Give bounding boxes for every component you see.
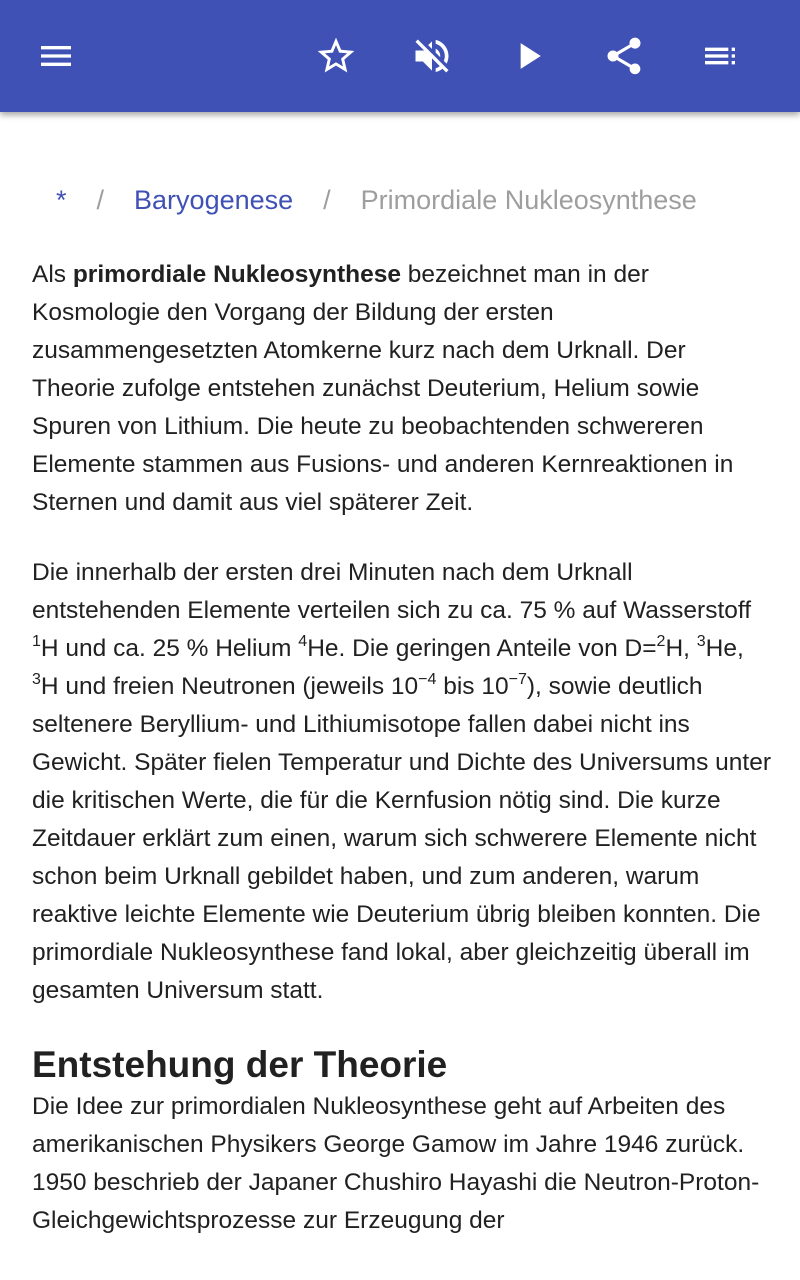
composition-text: He. Die geringen Anteile von D= bbox=[307, 635, 657, 662]
volume-off-icon bbox=[410, 34, 454, 78]
composition-text: bis 10 bbox=[436, 673, 509, 700]
breadcrumb-separator: / bbox=[323, 184, 331, 215]
intro-text: bezeichnet man in der Kosmologie den Vorgang der Bildung der ersten zusammengesetzten Atomkerne kurz nach dem Urknall. Der Theorie zufolge entstehen zunächst Deuterium, Helium sowie Spuren von Lithium. Die heute zu beobachtenden schwereren Elemente stammen aus Fusions- und anderen Kernreaktionen in Sternen und damit aus viel späterer Zeit. bbox=[32, 261, 734, 516]
share-icon bbox=[602, 34, 646, 78]
composition-paragraph bbox=[32, 554, 772, 1010]
intro-paragraph bbox=[32, 256, 772, 522]
breadcrumb-root-link[interactable]: * bbox=[56, 184, 67, 215]
composition-text: H, bbox=[665, 635, 697, 662]
composition-text: H und freien Neutronen (jeweils 10 bbox=[40, 673, 419, 700]
app-toolbar bbox=[0, 0, 800, 112]
composition-text: He, bbox=[705, 635, 744, 662]
composition-text: H und ca. 25 % Helium bbox=[40, 635, 299, 662]
superscript: 3 bbox=[696, 633, 706, 650]
section-heading: Entstehung der Theorie bbox=[32, 1044, 448, 1085]
star-outline-icon bbox=[314, 34, 358, 78]
menu-icon bbox=[36, 36, 76, 76]
bookmark-button[interactable] bbox=[304, 24, 368, 88]
composition-text: Die innerhalb der ersten drei Minuten nach dem Urknall entstehenden Elemente verteilen sich zu ca. 75 % auf Wasserstoff bbox=[32, 559, 752, 624]
superscript: −7 bbox=[508, 671, 527, 688]
breadcrumb bbox=[56, 180, 697, 220]
table-of-contents-button[interactable] bbox=[688, 24, 752, 88]
breadcrumb-current: Primordiale Nukleosynthese bbox=[360, 184, 697, 215]
theory-paragraph: Die Idee zur primordialen Nukleosynthese geht auf Arbeiten des amerikanischen Physikers George Gamow im Jahre 1946 zurück. 1950 beschrieb der Japaner Chushiro Hayashi die Neutron-Proton- Gleichgewichtsprozesse zur Erzeugung der bbox=[32, 1093, 760, 1234]
intro-prefix: Als bbox=[32, 261, 73, 288]
superscript: 1 bbox=[32, 633, 41, 650]
intro-term: primordiale Nukleosynthese bbox=[72, 261, 401, 288]
play-icon bbox=[506, 34, 550, 78]
volume-button[interactable] bbox=[400, 24, 464, 88]
superscript: 3 bbox=[32, 671, 41, 688]
menu-button[interactable] bbox=[24, 24, 88, 88]
composition-text: ), sowie deutlich seltenere Beryllium- und Lithiumisotope fallen dabei nicht ins Gewicht. Später fielen Temperatur und Dichte des Universums unter die kritischen Werte, die für die Kernfusion nötig sind. Die kurze Zeitdauer erklärt zum einen, warum sich schwerere Elemente nicht schon beim Urknall gebildet haben, und zum anderen, warum reaktive leichte Elemente wie Deuterium übrig bleiben konnten. Die primordiale Nukleosynthese fand lokal, aber gleichzeitig überall im gesamten Universum statt. bbox=[32, 673, 771, 1004]
superscript: 4 bbox=[298, 633, 308, 650]
breadcrumb-separator: / bbox=[96, 184, 105, 215]
superscript: 2 bbox=[656, 633, 666, 650]
play-button[interactable] bbox=[496, 24, 560, 88]
share-button[interactable] bbox=[592, 24, 656, 88]
superscript: −4 bbox=[418, 671, 437, 688]
toc-icon bbox=[700, 36, 740, 76]
article-content bbox=[32, 256, 772, 1272]
breadcrumb-parent-link[interactable]: Baryogenese bbox=[134, 184, 294, 215]
